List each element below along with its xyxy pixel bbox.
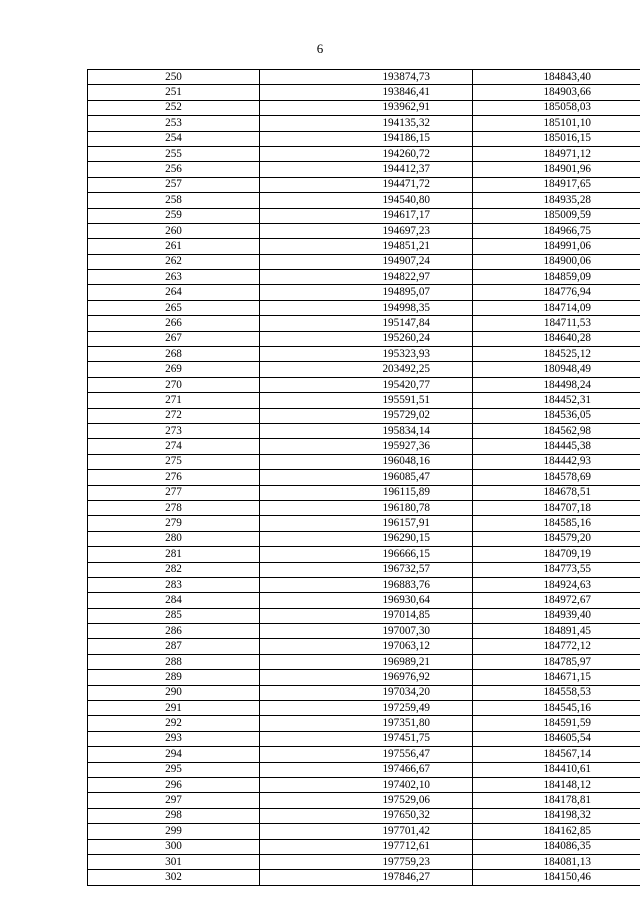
point-number-cell: 261	[88, 239, 260, 254]
x-coordinate-cell: 197759,23	[260, 854, 473, 869]
y-coordinate-cell: 184773,55	[473, 562, 640, 577]
y-coordinate-cell: 184442,93	[473, 454, 640, 469]
x-coordinate-cell: 197351,80	[260, 716, 473, 731]
table-row	[88, 331, 640, 346]
y-coordinate-cell: 184935,28	[473, 193, 640, 208]
y-coordinate-cell: 184714,09	[473, 300, 640, 315]
point-number-cell: 254	[88, 131, 260, 146]
x-coordinate-cell: 196930,64	[260, 593, 473, 608]
y-coordinate-cell: 184991,06	[473, 239, 640, 254]
x-coordinate-cell: 196157,91	[260, 516, 473, 531]
y-coordinate-cell: 184900,06	[473, 254, 640, 269]
y-coordinate-cell: 184081,13	[473, 854, 640, 869]
point-number-cell: 250	[88, 70, 260, 85]
x-coordinate-cell: 196085,47	[260, 470, 473, 485]
x-coordinate-cell: 194851,21	[260, 239, 473, 254]
x-coordinate-cell: 203492,25	[260, 362, 473, 377]
x-coordinate-cell: 194540,80	[260, 193, 473, 208]
y-coordinate-cell: 184966,75	[473, 223, 640, 238]
x-coordinate-cell: 194412,37	[260, 162, 473, 177]
point-number-cell: 298	[88, 808, 260, 823]
point-number-cell: 284	[88, 593, 260, 608]
y-coordinate-cell: 185016,15	[473, 131, 640, 146]
point-number-cell: 289	[88, 670, 260, 685]
x-coordinate-cell: 197466,67	[260, 762, 473, 777]
table-row	[88, 747, 640, 762]
table-row	[88, 485, 640, 500]
point-number-cell: 285	[88, 608, 260, 623]
x-coordinate-cell: 193874,73	[260, 70, 473, 85]
table-row	[88, 547, 640, 562]
y-coordinate-cell: 184917,65	[473, 177, 640, 192]
x-coordinate-cell: 194471,72	[260, 177, 473, 192]
y-coordinate-cell: 184162,85	[473, 824, 640, 839]
point-number-cell: 299	[88, 824, 260, 839]
x-coordinate-cell: 196048,16	[260, 454, 473, 469]
table-row	[88, 131, 640, 146]
point-number-cell: 274	[88, 439, 260, 454]
table-row	[88, 270, 640, 285]
point-number-cell: 297	[88, 793, 260, 808]
point-number-cell: 262	[88, 254, 260, 269]
y-coordinate-cell: 184567,14	[473, 747, 640, 762]
point-number-cell: 275	[88, 454, 260, 469]
point-number-cell: 296	[88, 777, 260, 792]
table-row	[88, 316, 640, 331]
x-coordinate-cell: 195147,84	[260, 316, 473, 331]
point-number-cell: 293	[88, 731, 260, 746]
x-coordinate-cell: 193962,91	[260, 100, 473, 115]
table-row	[88, 701, 640, 716]
point-number-cell: 280	[88, 531, 260, 546]
y-coordinate-cell: 184562,98	[473, 423, 640, 438]
x-coordinate-cell: 195729,02	[260, 408, 473, 423]
table-row	[88, 500, 640, 515]
point-number-cell: 260	[88, 223, 260, 238]
x-coordinate-cell: 196883,76	[260, 577, 473, 592]
point-number-cell: 255	[88, 146, 260, 161]
table-row	[88, 731, 640, 746]
x-coordinate-cell: 197259,49	[260, 701, 473, 716]
point-number-cell: 267	[88, 331, 260, 346]
x-coordinate-cell: 195420,77	[260, 377, 473, 392]
point-number-cell: 277	[88, 485, 260, 500]
point-number-cell: 302	[88, 870, 260, 885]
x-coordinate-cell: 194998,35	[260, 300, 473, 315]
x-coordinate-cell: 195591,51	[260, 393, 473, 408]
table-row	[88, 146, 640, 161]
x-coordinate-cell: 195323,93	[260, 347, 473, 362]
x-coordinate-cell: 197402,10	[260, 777, 473, 792]
y-coordinate-cell: 184585,16	[473, 516, 640, 531]
table-row	[88, 531, 640, 546]
point-number-cell: 286	[88, 624, 260, 639]
table-row	[88, 577, 640, 592]
point-number-cell: 292	[88, 716, 260, 731]
y-coordinate-cell: 184640,28	[473, 331, 640, 346]
table-row	[88, 516, 640, 531]
y-coordinate-cell: 184901,96	[473, 162, 640, 177]
y-coordinate-cell: 184671,15	[473, 670, 640, 685]
x-coordinate-cell: 197529,06	[260, 793, 473, 808]
point-number-cell: 268	[88, 347, 260, 362]
point-number-cell: 256	[88, 162, 260, 177]
table-row	[88, 670, 640, 685]
x-coordinate-cell: 197712,61	[260, 839, 473, 854]
y-coordinate-cell: 184558,53	[473, 685, 640, 700]
y-coordinate-cell: 184972,67	[473, 593, 640, 608]
coordinates-table-body	[88, 70, 640, 886]
table-row	[88, 347, 640, 362]
point-number-cell: 301	[88, 854, 260, 869]
table-row	[88, 854, 640, 869]
y-coordinate-cell: 184903,66	[473, 85, 640, 100]
table-row	[88, 824, 640, 839]
table-row	[88, 593, 640, 608]
table-row	[88, 654, 640, 669]
table-row	[88, 285, 640, 300]
y-coordinate-cell: 184772,12	[473, 639, 640, 654]
x-coordinate-cell: 196115,89	[260, 485, 473, 500]
y-coordinate-cell: 184150,46	[473, 870, 640, 885]
table-row	[88, 762, 640, 777]
table-row	[88, 839, 640, 854]
table-row	[88, 254, 640, 269]
x-coordinate-cell: 197556,47	[260, 747, 473, 762]
x-coordinate-cell: 197846,27	[260, 870, 473, 885]
x-coordinate-cell: 195927,36	[260, 439, 473, 454]
table-row	[88, 177, 640, 192]
table-row	[88, 100, 640, 115]
y-coordinate-cell: 184891,45	[473, 624, 640, 639]
x-coordinate-cell: 196732,57	[260, 562, 473, 577]
point-number-cell: 259	[88, 208, 260, 223]
point-number-cell: 265	[88, 300, 260, 315]
x-coordinate-cell: 197451,75	[260, 731, 473, 746]
y-coordinate-cell: 184410,61	[473, 762, 640, 777]
table-row	[88, 239, 640, 254]
y-coordinate-cell: 184605,54	[473, 731, 640, 746]
point-number-cell: 252	[88, 100, 260, 115]
y-coordinate-cell: 184711,53	[473, 316, 640, 331]
table-row	[88, 777, 640, 792]
x-coordinate-cell: 194822,97	[260, 270, 473, 285]
y-coordinate-cell: 184709,19	[473, 547, 640, 562]
x-coordinate-cell: 194260,72	[260, 146, 473, 161]
table-row	[88, 639, 640, 654]
table-row	[88, 439, 640, 454]
y-coordinate-cell: 184785,97	[473, 654, 640, 669]
y-coordinate-cell: 184545,16	[473, 701, 640, 716]
y-coordinate-cell: 184148,12	[473, 777, 640, 792]
table-row	[88, 362, 640, 377]
point-number-cell: 257	[88, 177, 260, 192]
table-row	[88, 393, 640, 408]
table-row	[88, 870, 640, 885]
point-number-cell: 273	[88, 423, 260, 438]
table-row	[88, 300, 640, 315]
x-coordinate-cell: 196976,92	[260, 670, 473, 685]
y-coordinate-cell: 185101,10	[473, 116, 640, 131]
point-number-cell: 281	[88, 547, 260, 562]
y-coordinate-cell: 184776,94	[473, 285, 640, 300]
x-coordinate-cell: 194697,23	[260, 223, 473, 238]
point-number-cell: 279	[88, 516, 260, 531]
table-row	[88, 377, 640, 392]
x-coordinate-cell: 194895,07	[260, 285, 473, 300]
table-row	[88, 423, 640, 438]
point-number-cell: 263	[88, 270, 260, 285]
point-number-cell: 266	[88, 316, 260, 331]
table-row	[88, 808, 640, 823]
table-row	[88, 685, 640, 700]
point-number-cell: 295	[88, 762, 260, 777]
x-coordinate-cell: 194135,32	[260, 116, 473, 131]
y-coordinate-cell: 185009,59	[473, 208, 640, 223]
point-number-cell: 258	[88, 193, 260, 208]
x-coordinate-cell: 196989,21	[260, 654, 473, 669]
table-row	[88, 193, 640, 208]
point-number-cell: 253	[88, 116, 260, 131]
table-row	[88, 208, 640, 223]
point-number-cell: 294	[88, 747, 260, 762]
y-coordinate-cell: 184498,24	[473, 377, 640, 392]
table-row	[88, 162, 640, 177]
y-coordinate-cell: 184536,05	[473, 408, 640, 423]
x-coordinate-cell: 197701,42	[260, 824, 473, 839]
x-coordinate-cell: 194907,24	[260, 254, 473, 269]
point-number-cell: 282	[88, 562, 260, 577]
y-coordinate-cell: 184971,12	[473, 146, 640, 161]
y-coordinate-cell: 184924,63	[473, 577, 640, 592]
table-row	[88, 562, 640, 577]
y-coordinate-cell: 184678,51	[473, 485, 640, 500]
point-number-cell: 269	[88, 362, 260, 377]
y-coordinate-cell: 184452,31	[473, 393, 640, 408]
table-row	[88, 70, 640, 85]
table-row	[88, 470, 640, 485]
y-coordinate-cell: 184445,38	[473, 439, 640, 454]
point-number-cell: 271	[88, 393, 260, 408]
point-number-cell: 290	[88, 685, 260, 700]
point-number-cell: 272	[88, 408, 260, 423]
point-number-cell: 276	[88, 470, 260, 485]
y-coordinate-cell: 180948,49	[473, 362, 640, 377]
table-row	[88, 793, 640, 808]
x-coordinate-cell: 194617,17	[260, 208, 473, 223]
y-coordinate-cell: 184086,35	[473, 839, 640, 854]
y-coordinate-cell: 184579,20	[473, 531, 640, 546]
x-coordinate-cell: 197063,12	[260, 639, 473, 654]
y-coordinate-cell: 184578,69	[473, 470, 640, 485]
coordinates-table	[87, 69, 640, 886]
x-coordinate-cell: 197007,30	[260, 624, 473, 639]
x-coordinate-cell: 196290,15	[260, 531, 473, 546]
y-coordinate-cell: 185058,03	[473, 100, 640, 115]
y-coordinate-cell: 184707,18	[473, 500, 640, 515]
point-number-cell: 270	[88, 377, 260, 392]
x-coordinate-cell: 197014,85	[260, 608, 473, 623]
table-row	[88, 116, 640, 131]
x-coordinate-cell: 193846,41	[260, 85, 473, 100]
y-coordinate-cell: 184859,09	[473, 270, 640, 285]
y-coordinate-cell: 184178,81	[473, 793, 640, 808]
table-row	[88, 716, 640, 731]
y-coordinate-cell: 184591,59	[473, 716, 640, 731]
table-row	[88, 85, 640, 100]
y-coordinate-cell: 184525,12	[473, 347, 640, 362]
x-coordinate-cell: 196180,78	[260, 500, 473, 515]
point-number-cell: 291	[88, 701, 260, 716]
table-row	[88, 408, 640, 423]
table-row	[88, 608, 640, 623]
table-row	[88, 454, 640, 469]
point-number-cell: 288	[88, 654, 260, 669]
point-number-cell: 300	[88, 839, 260, 854]
x-coordinate-cell: 197034,20	[260, 685, 473, 700]
page-number: 6	[316, 41, 324, 56]
y-coordinate-cell: 184198,32	[473, 808, 640, 823]
x-coordinate-cell: 195834,14	[260, 423, 473, 438]
point-number-cell: 264	[88, 285, 260, 300]
point-number-cell: 283	[88, 577, 260, 592]
table-row	[88, 223, 640, 238]
x-coordinate-cell: 197650,32	[260, 808, 473, 823]
table-row	[88, 624, 640, 639]
point-number-cell: 251	[88, 85, 260, 100]
y-coordinate-cell: 184843,40	[473, 70, 640, 85]
x-coordinate-cell: 194186,15	[260, 131, 473, 146]
point-number-cell: 278	[88, 500, 260, 515]
x-coordinate-cell: 196666,15	[260, 547, 473, 562]
point-number-cell: 287	[88, 639, 260, 654]
x-coordinate-cell: 195260,24	[260, 331, 473, 346]
y-coordinate-cell: 184939,40	[473, 608, 640, 623]
